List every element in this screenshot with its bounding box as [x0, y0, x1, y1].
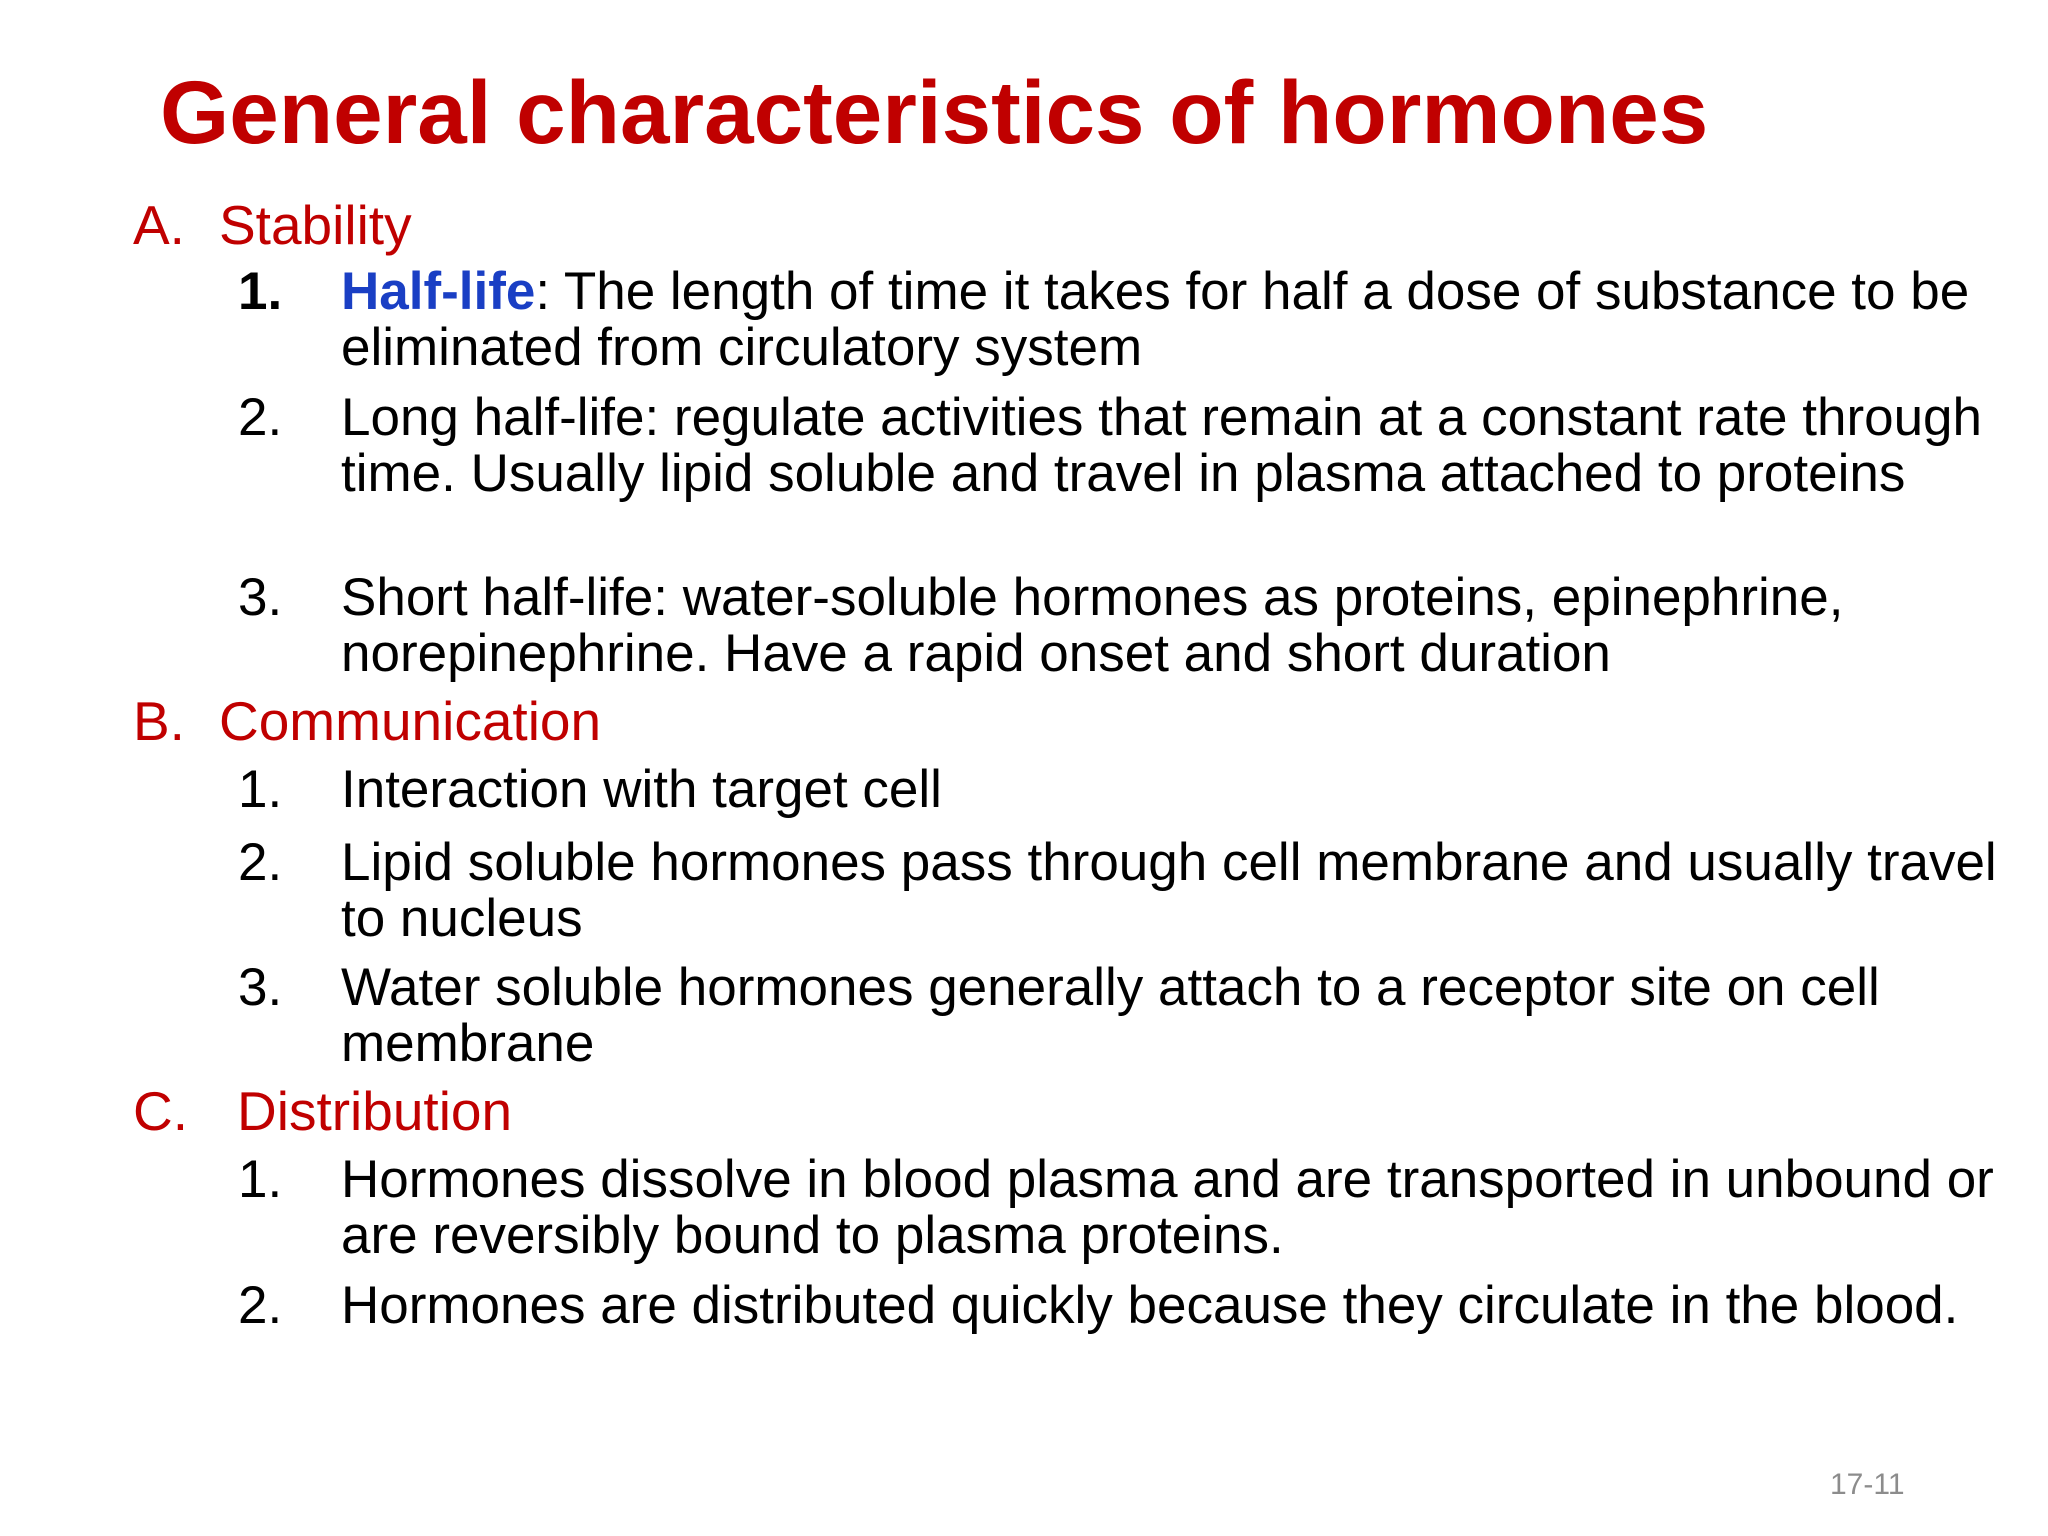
- term-definition: : The length of time it takes for half a dose of substance to be eliminated from circulatory system: [341, 262, 1970, 377]
- section-letter: C.: [133, 1080, 188, 1142]
- list-item-lipid-soluble: [238, 835, 2018, 947]
- section-title: Stability: [219, 194, 412, 256]
- item-number: 1.: [238, 1150, 283, 1209]
- item-number: 3.: [238, 568, 283, 627]
- list-item-half-life: [238, 264, 2018, 376]
- list-item-interaction: [238, 762, 2018, 818]
- list-item-dissolve: [238, 1152, 2018, 1264]
- section-letter: B.: [133, 690, 185, 752]
- list-item-distributed: [238, 1278, 2018, 1334]
- list-item-long-half-life: [238, 390, 2018, 502]
- item-number: 3.: [238, 958, 283, 1017]
- section-heading-distribution: [133, 1082, 512, 1140]
- item-text: Lipid soluble hormones pass through cell membrane and usually travel to nucleus: [341, 833, 1997, 948]
- item-text: Hormones dissolve in blood plasma and are transported in unbound or are reversibly bound to plasma proteins.: [341, 1150, 1994, 1265]
- item-number: 2.: [238, 388, 283, 447]
- section-letter: A.: [133, 194, 185, 256]
- item-text: Interaction with target cell: [341, 760, 942, 819]
- list-item-short-half-life: [238, 570, 2018, 682]
- item-number: 2.: [238, 833, 283, 892]
- item-text: [341, 264, 2018, 376]
- list-item-water-soluble: [238, 960, 2018, 1072]
- section-title: Communication: [219, 690, 602, 752]
- item-number: 1.: [238, 760, 283, 819]
- item-text: Hormones are distributed quickly because they circulate in the blood.: [341, 1276, 1959, 1335]
- item-number: 1.: [238, 262, 283, 321]
- item-text: Long half-life: regulate activities that remain at a constant rate through time. Usually lipid soluble and travel in plasma attached to proteins: [341, 388, 1983, 503]
- item-text: Water soluble hormones generally attach to a receptor site on cell membrane: [341, 958, 1880, 1073]
- section-heading-stability: [133, 196, 412, 254]
- item-text: Short half-life: water-soluble hormones as proteins, epinephrine, norepinephrine. Have a rapid onset and short duration: [341, 568, 1844, 683]
- slide-title: General characteristics of hormones: [160, 62, 1709, 162]
- term-half-life: Half-life: [341, 262, 536, 321]
- section-title: Distribution: [237, 1080, 513, 1142]
- section-heading-communication: [133, 692, 601, 750]
- page-number: 17-11: [1830, 1468, 1905, 1501]
- item-number: 2.: [238, 1276, 283, 1335]
